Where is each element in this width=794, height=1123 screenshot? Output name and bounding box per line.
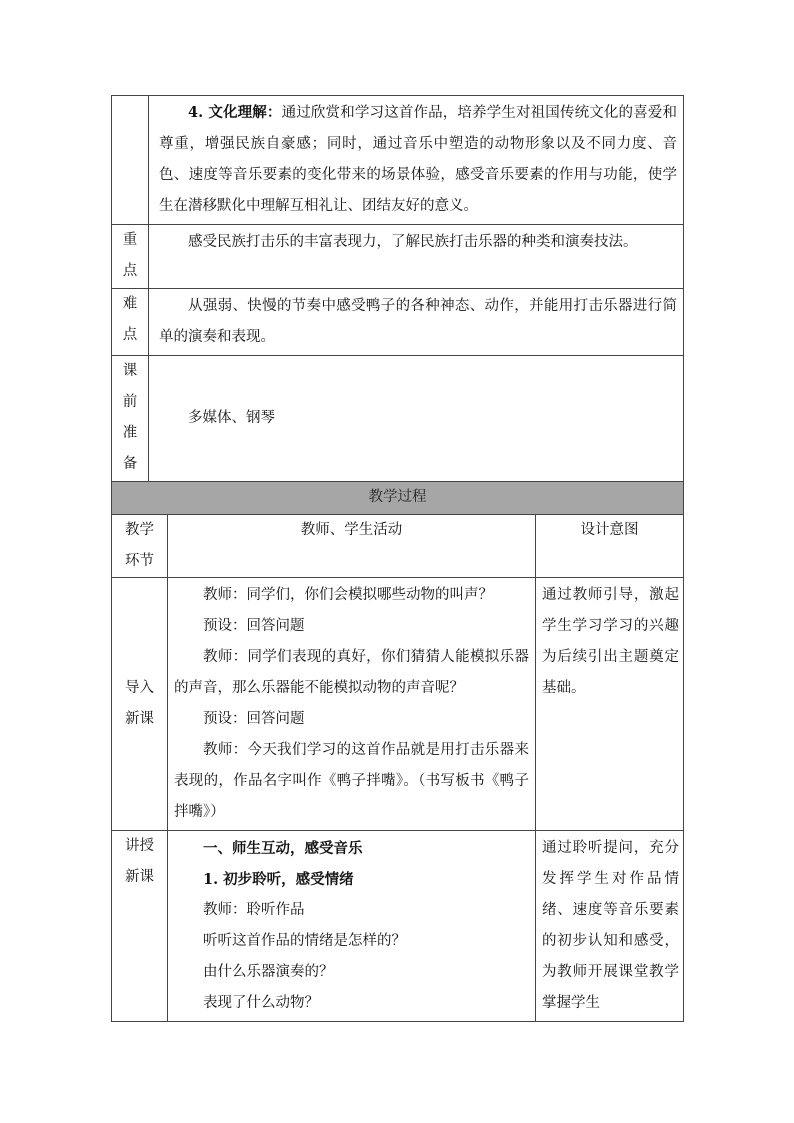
objective-text: 通过欣赏和学习这首作品，培养学生对祖国传统文化的喜爱和尊重，增强民族自豪感；同时，通过音乐中塑造的动物形象以及不同力度、音色、速度等音乐要素的变化带来的场景体验，感受音乐要素的作用与功能，使学生在潜移默化中理解互相礼让、团结友好的意义。 (159, 105, 678, 214)
objective-row (112, 96, 684, 225)
activity-line: 由什么乐器演奏的？ (203, 963, 334, 980)
header-stage: 教学 环节 (112, 514, 168, 577)
header-activity: 教师、学生活动 (168, 514, 536, 577)
activity-line: 预设：回答问题 (203, 710, 305, 727)
process-row-lecture (112, 830, 684, 1021)
activity-lecture (168, 830, 536, 1021)
subsection-heading: 1. 初步聆听，感受情绪 (203, 870, 354, 888)
difficulty-text: 从强弱、快慢的节奏中感受鸭子的各种神态、动作，并能用打击乐器进行简单的演奏和表现。 (149, 289, 684, 356)
objective-cultural-understanding (149, 96, 684, 225)
activity-line: 预设：回答问题 (203, 617, 305, 634)
preparation-text: 多媒体、钢琴 (149, 356, 684, 482)
teaching-process-table (111, 482, 684, 1022)
activity-line: 教师：同学们表现的真好，你们猜猜人能模拟乐器的声音，那么乐器能不能模拟动物的声音呢？ (174, 648, 529, 696)
stage-intro: 导入 新课 (112, 577, 168, 830)
activity-line: 教师：同学们，你们会模拟哪些动物的叫声？ (203, 586, 493, 603)
process-band-title: 教学过程 (112, 482, 684, 514)
activity-line: 听听这首作品的情绪是怎样的？ (203, 932, 406, 949)
process-band-row (112, 482, 684, 514)
key-point-label: 重 点 (112, 225, 149, 289)
process-header-row (112, 514, 684, 577)
header-purpose: 设计意图 (535, 514, 683, 577)
key-point-row (112, 225, 684, 289)
activity-line: 教师：今天我们学习的这首作品就是用打击乐器来表现的，作品名字叫作《鸭子拌嘴》。（书写板书《鸭子拌嘴》） (174, 741, 529, 820)
difficulty-label: 难 点 (112, 289, 149, 356)
process-row-intro (112, 577, 684, 830)
difficulty-row (112, 289, 684, 356)
section-heading: 一、师生互动，感受音乐 (203, 839, 363, 857)
objective-heading: 4. 文化理解： (188, 104, 282, 121)
activity-intro (168, 577, 536, 830)
lesson-plan-document (111, 95, 684, 1022)
activity-line: 表现了什么动物？ (203, 994, 319, 1011)
key-point-text: 感受民族打击乐的丰富表现力，了解民族打击乐器的种类和演奏技法。 (149, 225, 684, 289)
purpose-intro: 通过教师引导，激起学生学习学习的兴趣为后续引出主题奠定基础。 (535, 577, 683, 830)
activity-line: 教师：聆听作品 (203, 901, 305, 918)
preparation-row (112, 356, 684, 482)
stage-lecture: 讲授 新课 (112, 830, 168, 1021)
purpose-lecture: 通过聆听提问，充分发挥学生对作品情绪、速度等音乐要素的初步认知和感受，为教师开展课堂教学掌握学生 (535, 830, 683, 1021)
lesson-info-table (111, 95, 684, 482)
objective-label-cell (112, 96, 149, 225)
preparation-label: 课 前 准 备 (112, 356, 149, 482)
